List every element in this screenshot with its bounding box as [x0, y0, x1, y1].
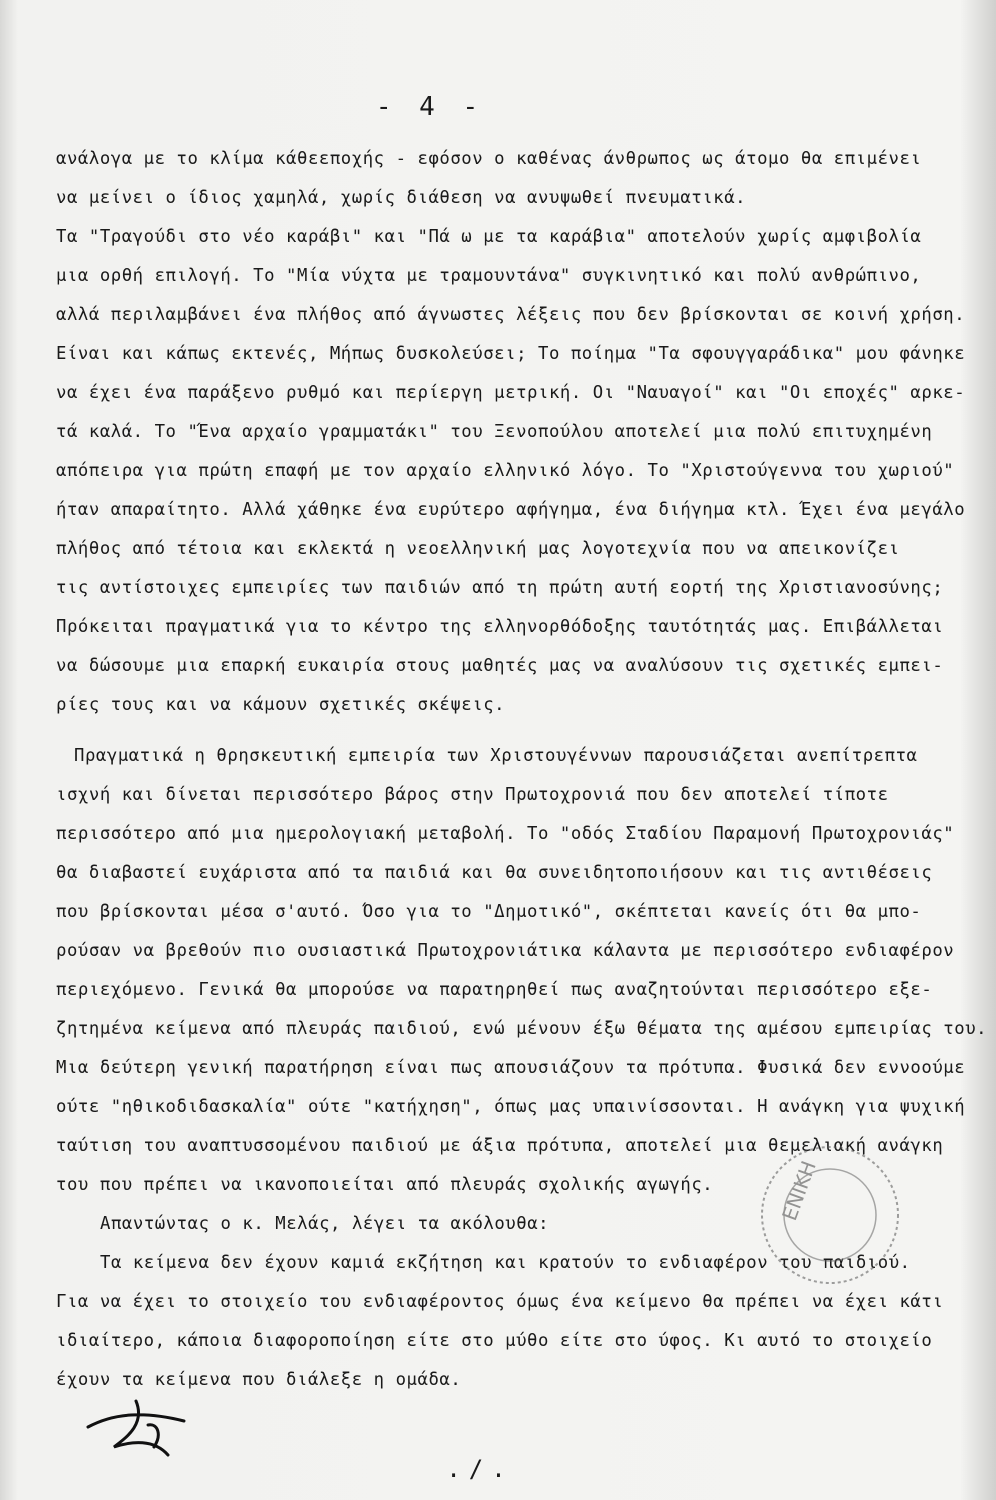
stamp-text: ΕΝΙΚΗ — [777, 1157, 821, 1224]
text-line: έχουν τα κείμενα που διάλεξε η ομάδα. — [56, 1370, 462, 1390]
text-line: τις αντίστοιχες εμπειρίες των παιδιών από τη πρώτη αυτή εορτή της Χριστιανοσύνης; — [56, 578, 944, 598]
text-line: αλλά περιλαμβάνει ένα πλήθος από άγνωστες λέξεις που δεν βρίσκονται σε κοινή χρήση. — [56, 305, 966, 325]
text-line: πλήθος από τέτοια και εκλεκτά η νεοελληνική μας λογοτεχνία που να απεικονίζει — [56, 539, 900, 559]
text-line: ζητημένα κείμενα από πλευράς παιδιού, ενώ μένουν έξω θέματα της αμέσου εμπειρίας του. — [56, 1019, 988, 1039]
text-line: ήταν απαραίτητο. Αλλά χάθηκε ένα ευρύτερο αφήγημα, ένα διήγημα κτλ. Έχει ένα μεγάλο — [56, 500, 966, 520]
page-number: - 4 - — [375, 92, 485, 122]
text-line: να έχει ένα παράξενο ρυθμό και περίεργη μετρική. Οι "Ναυαγοί" και "Οι εποχές" αρκε- — [56, 383, 966, 403]
text-line: τά καλά. Το "Ένα αρχαίο γραμματάκι" του Ξενοπούλου αποτελεί μια πολύ επιτυχημένη — [56, 422, 933, 442]
text-line: περισσότερο από μια ημερολογιακή μεταβολή. Το "οδός Σταδίου Παραμονή Πρωτοχρονιάς" — [56, 824, 955, 844]
text-line: Πραγματικά η θρησκευτική εμπειρία των Χριστουγέννων παρουσιάζεται ανεπίτρεπτα — [74, 746, 918, 766]
text-line: που βρίσκονται μέσα σ'αυτό. Όσο για το "Δημοτικό", σκέπτεται κανείς ότι θα μπο- — [56, 902, 922, 922]
text-line: ούτε "ηθικοδιδασκαλία" ούτε "κατήχηση", όπως μας υπαινίσσονται. Η ανάγκη για ψυχική — [56, 1097, 966, 1117]
text-line: απόπειρα για πρώτη επαφή με τον αρχαίο ελληνικό λόγο. Το "Χριστούγεννα του χωριού" — [56, 461, 955, 481]
text-line: του που πρέπει να ικανοποιείται από πλευράς σχολικής αγωγής. — [56, 1175, 714, 1195]
text-line: να δώσουμε μια επαρκή ευκαιρία στους μαθητές μας να αναλύσουν τις σχετικές εμπει- — [56, 656, 944, 676]
text-line: ρίες τους και να κάμουν σχετικές σκέψεις. — [56, 695, 506, 715]
text-line: ρούσαν να βρεθούν πιο ουσιαστικά Πρωτοχρονιάτικα κάλαντα με περισσότερο ενδιαφέρον — [56, 941, 955, 961]
text-line: ιδιαίτερο, κάποια διαφοροποίηση είτε στο μύθο είτε στο ύφος. Κι αυτό το στοιχείο — [56, 1331, 933, 1351]
text-line: ταύτιση του αναπτυσσομένου παιδιού με άξια πρότυπα, αποτελεί μια θεμελιακή ανάγκη — [56, 1136, 944, 1156]
text-line: Για να έχει το στοιχείο του ενδιαφέροντος όμως ένα κείμενο θα πρέπει να έχει κάτι — [56, 1292, 944, 1312]
text-line: ισχνή και δίνεται περισσότερο βάρος στην Πρωτοχρονιά που δεν αποτελεί τίποτε — [56, 785, 889, 805]
continuation-mark: ./. — [446, 1455, 514, 1483]
paragraph-gap — [56, 725, 966, 737]
text-line: θα διαβαστεί ευχάριστα από τα παιδιά και θα συνειδητοποιήσουν και τις αντιθέσεις — [56, 863, 933, 883]
text-line: ανάλογα με το κλίμα κάθεεποχής - εφόσον ο καθένας άνθρωπος ως άτομο θα επιμένει — [56, 149, 922, 169]
text-line: μια ορθή επιλογή. Το "Μία νύχτα με τραμουντάνα" συγκινητικό και πολύ ανθρώπινο, — [56, 266, 922, 286]
text-line: Πρόκειται πραγματικά για το κέντρο της ελληνορθόδοξης ταυτότητάς μας. Επιβάλλεται — [56, 617, 944, 637]
text-line: Μια δεύτερη γενική παρατήρηση είναι πως απουσιάζουν τα πρότυπα. Φυσικά δεν εννοούμε — [56, 1058, 966, 1078]
text-line: Τα κείμενα δεν έχουν καμιά εκζήτηση και κρατούν το ενδιαφέρον του παιδιού. — [100, 1253, 911, 1273]
text-line: περιεχόμενο. Γενικά θα μπορούσε να παρατηρηθεί πως αναζητούνται περισσότερο εξε- — [56, 980, 933, 1000]
text-line: να μείνει ο ίδιος χαμηλά, χωρίς διάθεση να ανυψωθεί πνευματικά. — [56, 188, 747, 208]
text-line: Τα "Τραγούδι στο νέο καράβι" και "Πά ω με τα καράβια" αποτελούν χωρίς αμφιβολία — [56, 227, 922, 247]
text-line: Απαντώντας ο κ. Μελάς, λέγει τα ακόλουθα: — [100, 1214, 550, 1234]
text-line: Είναι και κάπως εκτενές, Μήπως δυσκολεύσει; Το ποίημα "Τα σφουγγαράδικα" μου φάνηκε — [56, 344, 966, 364]
official-stamp — [755, 1140, 905, 1290]
